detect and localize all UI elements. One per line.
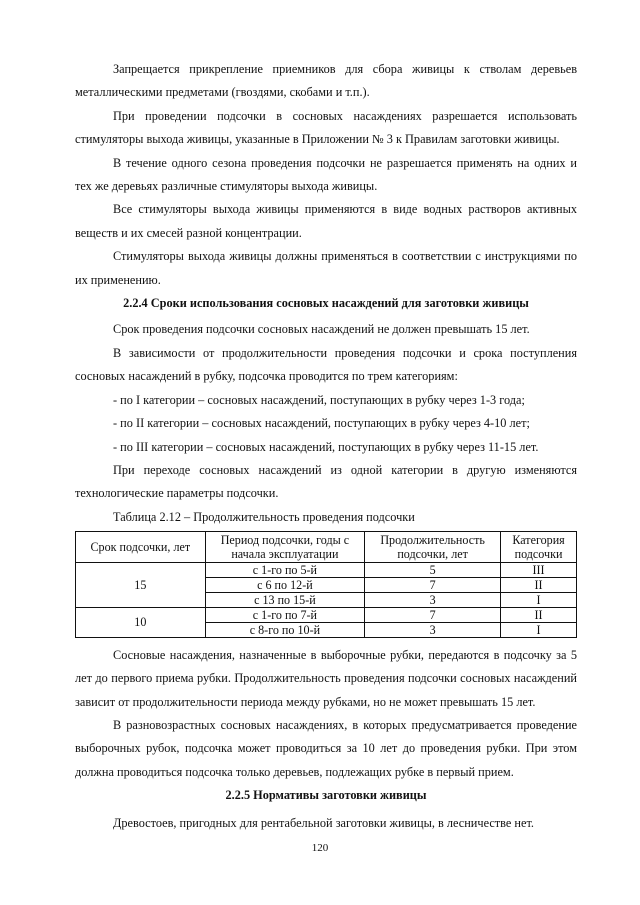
table-cell: 7 bbox=[365, 577, 501, 592]
table-cell: с 8-го по 10-й bbox=[205, 622, 365, 637]
table-header-cell: Период подсочки, годы с начала эксплуатации bbox=[205, 531, 365, 562]
paragraph: При переходе сосновых насаждений из одной категории в другую изменяются технологические параметры подсочки. bbox=[75, 462, 577, 501]
table-cell: с 1-го по 5-й bbox=[205, 562, 365, 577]
paragraph: Сосновые насаждения, назначенные в выборочные рубки, передаются в подсочку за 5 лет до первого приема рубки. Продолжительность проведения подсочки сосновых насаждений зависит от продолжительности периода между рубками, но не может превышать 15 лет. bbox=[75, 647, 577, 709]
table-cell: 3 bbox=[365, 592, 501, 607]
paragraph: Все стимуляторы выхода живицы применяются в виде водных растворов активных веществ и их смесей разной концентрации. bbox=[75, 202, 577, 240]
table-cell: II bbox=[501, 577, 577, 592]
list-item: - по III категории – сосновых насаждений, поступающих в рубку через 11-15 лет. bbox=[113, 439, 539, 454]
paragraph: Запрещается прикрепление приемников для сбора живицы к стволам деревьев металлическими предметами (гвоздями, скобами и т.п.). bbox=[75, 62, 577, 100]
table-cell: 5 bbox=[365, 562, 501, 577]
table-cell: 3 bbox=[365, 622, 501, 637]
table-cell: I bbox=[501, 592, 577, 607]
paragraph: При проведении подсочки в сосновых насаждениях разрешается использовать стимуляторы выхода живицы, указанные в Приложении № 3 к Правилам заготовки живицы. bbox=[75, 108, 577, 147]
table-cell: с 1-го по 7-й bbox=[205, 607, 365, 622]
table-cell: 7 bbox=[365, 607, 501, 622]
table-cell: I bbox=[501, 622, 577, 637]
table-cell: с 13 по 15-й bbox=[205, 592, 365, 607]
page-number: 120 bbox=[311, 842, 329, 854]
paragraph: Стимуляторы выхода живицы должны применяться в соответствии с инструкциями по их применению. bbox=[75, 249, 577, 287]
list-item: - по I категории – сосновых насаждений, поступающих в рубку через 1-3 года; bbox=[113, 392, 525, 407]
paragraph: Древостоев, пригодных для рентабельной заготовки живицы, в лесничестве нет. bbox=[113, 815, 534, 830]
paragraph: В разновозрастных сосновых насаждениях, в которых предусматривается проведение выборочных рубок, подсочка может проводиться за 10 лет до проведения рубки. При этом должна проводиться подсочка только деревьев, подлежащих рубке в первый прием. bbox=[75, 717, 577, 779]
paragraph: Срок проведения подсочки сосновых насаждений не должен превышать 15 лет. bbox=[113, 322, 530, 337]
table-row bbox=[76, 562, 577, 577]
table-cell: III bbox=[501, 562, 577, 577]
table-cell: с 6 по 12-й bbox=[205, 577, 365, 592]
list-item: - по II категории – сосновых насаждений, поступающих в рубку через 4-10 лет; bbox=[113, 416, 530, 431]
term-cell: 15 bbox=[76, 562, 206, 607]
section-heading: 2.2.5 Нормативы заготовки живицы bbox=[225, 788, 427, 803]
table-header-cell: Срок подсочки, лет bbox=[76, 531, 206, 562]
term-cell: 10 bbox=[76, 607, 206, 637]
section-heading: 2.2.4 Сроки использования сосновых насаждений для заготовки живицы bbox=[123, 296, 529, 311]
table-header-cell: Продолжительность подсочки, лет bbox=[365, 531, 501, 562]
page-content bbox=[75, 58, 577, 835]
table-row bbox=[76, 607, 577, 622]
paragraph: В зависимости от продолжительности проведения подсочки и срока поступления сосновых насаждений в рубку, подсочка проводится по трем категориям: bbox=[75, 345, 577, 384]
table-header-cell: Категория подсочки bbox=[501, 531, 577, 562]
paragraph: В течение одного сезона проведения подсочки не разрешается применять на одних и тех же деревьях различные стимуляторы выхода живицы. bbox=[75, 155, 577, 194]
table-caption: Таблица 2.12 – Продолжительность проведения подсочки bbox=[113, 509, 415, 524]
table-header-row bbox=[76, 531, 577, 562]
table-cell: II bbox=[501, 607, 577, 622]
duration-table bbox=[75, 531, 577, 638]
